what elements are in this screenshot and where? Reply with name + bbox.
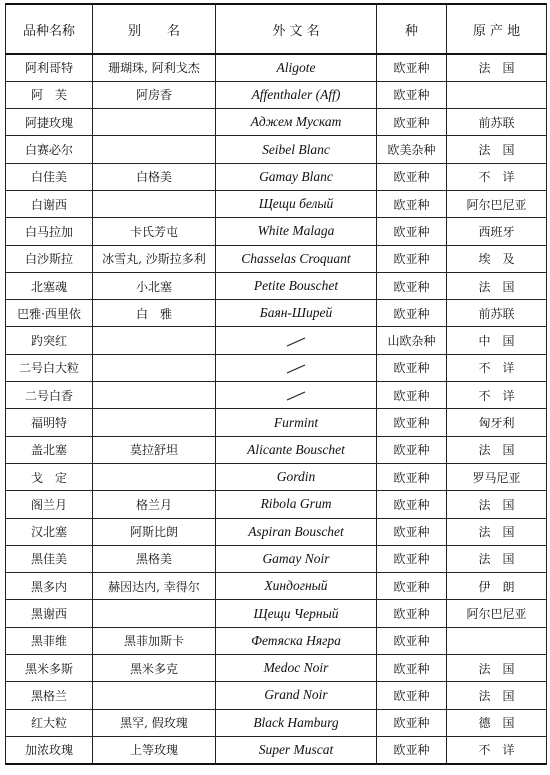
cell-variety-name: 白赛必尔 (6, 136, 93, 163)
cell-species: 欧亚种 (377, 682, 447, 709)
table-row (6, 709, 547, 736)
cell-variety-name: 黑佳美 (6, 545, 93, 572)
cell-origin: 伊 朗 (447, 573, 547, 600)
cell-alias: 卡氏芳屯 (93, 218, 216, 245)
table-row (6, 190, 547, 217)
cell-alias: 赫因达内, 幸得尔 (93, 573, 216, 600)
cell-foreign-name: Gordin (216, 463, 377, 490)
cell-alias: 珊瑚珠, 阿利戈杰 (93, 54, 216, 81)
cell-species: 欧亚种 (377, 545, 447, 572)
cell-alias: 冰雪丸, 沙斯拉多利 (93, 245, 216, 272)
cell-variety-name: 阿捷玫瑰 (6, 109, 93, 136)
table-row (6, 382, 547, 409)
cell-origin: 不 详 (447, 736, 547, 763)
slash-mark-icon (283, 335, 309, 349)
cell-alias: 白格美 (93, 163, 216, 190)
cell-species: 欧美杂种 (377, 136, 447, 163)
cell-foreign-name: Щещи белый (216, 190, 377, 217)
cell-variety-name: 阿利哥特 (6, 54, 93, 81)
cell-origin: 罗马尼亚 (447, 463, 547, 490)
cell-variety-name: 北塞魂 (6, 272, 93, 299)
cell-variety-name: 汉北塞 (6, 518, 93, 545)
cell-origin: 中 国 (447, 327, 547, 354)
cell-species: 欧亚种 (377, 736, 447, 763)
cell-origin (447, 627, 547, 654)
cell-origin: 前苏联 (447, 109, 547, 136)
cell-foreign-name: Seibel Blanc (216, 136, 377, 163)
cell-foreign-name (216, 382, 377, 409)
table-row (6, 736, 547, 763)
cell-species: 欧亚种 (377, 245, 447, 272)
cell-variety-name: 白沙斯拉 (6, 245, 93, 272)
cell-origin: 前苏联 (447, 300, 547, 327)
cell-variety-name: 黑多内 (6, 573, 93, 600)
table-row (6, 109, 547, 136)
table-row (6, 354, 547, 381)
cell-foreign-name: Баян-Ширей (216, 300, 377, 327)
cell-foreign-name: Chasselas Croquant (216, 245, 377, 272)
cell-origin: 法 国 (447, 682, 547, 709)
cell-origin: 法 国 (447, 136, 547, 163)
cell-foreign-name (216, 354, 377, 381)
cell-origin: 不 详 (447, 382, 547, 409)
cell-foreign-name: Super Muscat (216, 736, 377, 763)
cell-alias: 阿房香 (93, 81, 216, 108)
cell-variety-name: 白谢西 (6, 190, 93, 217)
cell-alias: 阿斯比朗 (93, 518, 216, 545)
cell-variety-name: 红大粒 (6, 709, 93, 736)
cell-species: 欧亚种 (377, 218, 447, 245)
table-row (6, 463, 547, 490)
cell-species: 欧亚种 (377, 409, 447, 436)
header-foreign-name: 外 文 名 (216, 4, 377, 54)
cell-alias (93, 682, 216, 709)
table-row (6, 436, 547, 463)
table-header-row (6, 4, 547, 54)
cell-foreign-name: Aligote (216, 54, 377, 81)
cell-foreign-name: Aspiran Bouschet (216, 518, 377, 545)
cell-variety-name: 二号白大粒 (6, 354, 93, 381)
cell-species: 欧亚种 (377, 300, 447, 327)
header-alias: 别 名 (93, 4, 216, 54)
cell-variety-name: 阁兰月 (6, 491, 93, 518)
cell-foreign-name: Grand Noir (216, 682, 377, 709)
table-row (6, 491, 547, 518)
cell-origin: 法 国 (447, 518, 547, 545)
table-row (6, 136, 547, 163)
cell-foreign-name: Фетяска Нягра (216, 627, 377, 654)
cell-species: 欧亚种 (377, 109, 447, 136)
cell-origin: 法 国 (447, 272, 547, 299)
table-body (6, 54, 547, 764)
cell-origin: 不 详 (447, 163, 547, 190)
cell-origin: 阿尔巴尼亚 (447, 190, 547, 217)
table-row (6, 81, 547, 108)
cell-species: 欧亚种 (377, 382, 447, 409)
slash-mark-icon (283, 362, 309, 376)
cell-foreign-name: Petite Bouschet (216, 272, 377, 299)
table-row (6, 218, 547, 245)
cell-origin: 埃 及 (447, 245, 547, 272)
cell-species: 欧亚种 (377, 163, 447, 190)
cell-variety-name: 加浓玫瑰 (6, 736, 93, 763)
cell-species: 欧亚种 (377, 627, 447, 654)
cell-variety-name: 白佳美 (6, 163, 93, 190)
header-species: 种 (377, 4, 447, 54)
cell-species: 欧亚种 (377, 463, 447, 490)
cell-species: 欧亚种 (377, 518, 447, 545)
slash-mark-icon (283, 389, 309, 403)
cell-alias (93, 190, 216, 217)
cell-origin: 匈牙利 (447, 409, 547, 436)
cell-variety-name: 黑格兰 (6, 682, 93, 709)
table-row (6, 245, 547, 272)
cell-species: 欧亚种 (377, 600, 447, 627)
cell-origin: 法 国 (447, 54, 547, 81)
cell-alias (93, 354, 216, 381)
cell-origin: 法 国 (447, 655, 547, 682)
table-row (6, 627, 547, 654)
cell-species: 欧亚种 (377, 491, 447, 518)
cell-origin: 法 国 (447, 491, 547, 518)
cell-alias: 小北塞 (93, 272, 216, 299)
cell-foreign-name: Black Hamburg (216, 709, 377, 736)
variety-table-container (5, 3, 546, 765)
grape-variety-table (5, 3, 547, 765)
cell-origin: 法 国 (447, 545, 547, 572)
cell-variety-name: 白马拉加 (6, 218, 93, 245)
table-row (6, 300, 547, 327)
cell-species: 欧亚种 (377, 54, 447, 81)
cell-variety-name: 黑米多斯 (6, 655, 93, 682)
cell-foreign-name: Хиндогный (216, 573, 377, 600)
cell-origin: 法 国 (447, 436, 547, 463)
cell-alias (93, 600, 216, 627)
cell-foreign-name: Ribola Grum (216, 491, 377, 518)
cell-alias: 黑米多克 (93, 655, 216, 682)
table-row (6, 655, 547, 682)
cell-alias: 黑罕, 假玫瑰 (93, 709, 216, 736)
cell-foreign-name (216, 327, 377, 354)
cell-variety-name: 巴雅·西里依 (6, 300, 93, 327)
cell-variety-name: 二号白香 (6, 382, 93, 409)
table-row (6, 163, 547, 190)
cell-variety-name: 戈 定 (6, 463, 93, 490)
cell-alias (93, 409, 216, 436)
cell-origin: 西班牙 (447, 218, 547, 245)
cell-species: 欧亚种 (377, 81, 447, 108)
table-row (6, 545, 547, 572)
cell-alias (93, 327, 216, 354)
cell-foreign-name: Furmint (216, 409, 377, 436)
cell-origin: 德 国 (447, 709, 547, 736)
cell-variety-name: 黑谢西 (6, 600, 93, 627)
cell-species: 欧亚种 (377, 655, 447, 682)
cell-alias: 莫拉舒坦 (93, 436, 216, 463)
cell-alias: 上等玫瑰 (93, 736, 216, 763)
table-row (6, 518, 547, 545)
cell-species: 山欧杂种 (377, 327, 447, 354)
cell-foreign-name: Gamay Noir (216, 545, 377, 572)
table-row (6, 682, 547, 709)
cell-species: 欧亚种 (377, 573, 447, 600)
cell-variety-name: 趵突红 (6, 327, 93, 354)
cell-variety-name: 黑菲维 (6, 627, 93, 654)
cell-alias (93, 463, 216, 490)
cell-variety-name: 阿 芙 (6, 81, 93, 108)
cell-variety-name: 盖北塞 (6, 436, 93, 463)
cell-foreign-name: Medoc Noir (216, 655, 377, 682)
cell-species: 欧亚种 (377, 354, 447, 381)
cell-alias (93, 109, 216, 136)
cell-origin: 阿尔巴尼亚 (447, 600, 547, 627)
cell-variety-name: 福明特 (6, 409, 93, 436)
cell-alias (93, 382, 216, 409)
cell-alias: 白 雅 (93, 300, 216, 327)
table-row (6, 409, 547, 436)
cell-foreign-name: White Malaga (216, 218, 377, 245)
table-row (6, 327, 547, 354)
cell-alias: 格兰月 (93, 491, 216, 518)
cell-foreign-name: Аджем Мускат (216, 109, 377, 136)
cell-alias (93, 136, 216, 163)
cell-origin: 不 详 (447, 354, 547, 381)
cell-alias: 黑菲加斯卡 (93, 627, 216, 654)
cell-origin (447, 81, 547, 108)
cell-species: 欧亚种 (377, 436, 447, 463)
table-row (6, 600, 547, 627)
cell-foreign-name: Affenthaler (Aff) (216, 81, 377, 108)
header-origin: 原 产 地 (447, 4, 547, 54)
cell-foreign-name: Alicante Bouschet (216, 436, 377, 463)
table-row (6, 272, 547, 299)
table-row (6, 573, 547, 600)
cell-foreign-name: Щещи Черный (216, 600, 377, 627)
header-variety-name: 品种名称 (6, 4, 93, 54)
cell-alias: 黑格美 (93, 545, 216, 572)
cell-species: 欧亚种 (377, 190, 447, 217)
cell-foreign-name: Gamay Blanc (216, 163, 377, 190)
cell-species: 欧亚种 (377, 272, 447, 299)
cell-species: 欧亚种 (377, 709, 447, 736)
table-row (6, 54, 547, 81)
